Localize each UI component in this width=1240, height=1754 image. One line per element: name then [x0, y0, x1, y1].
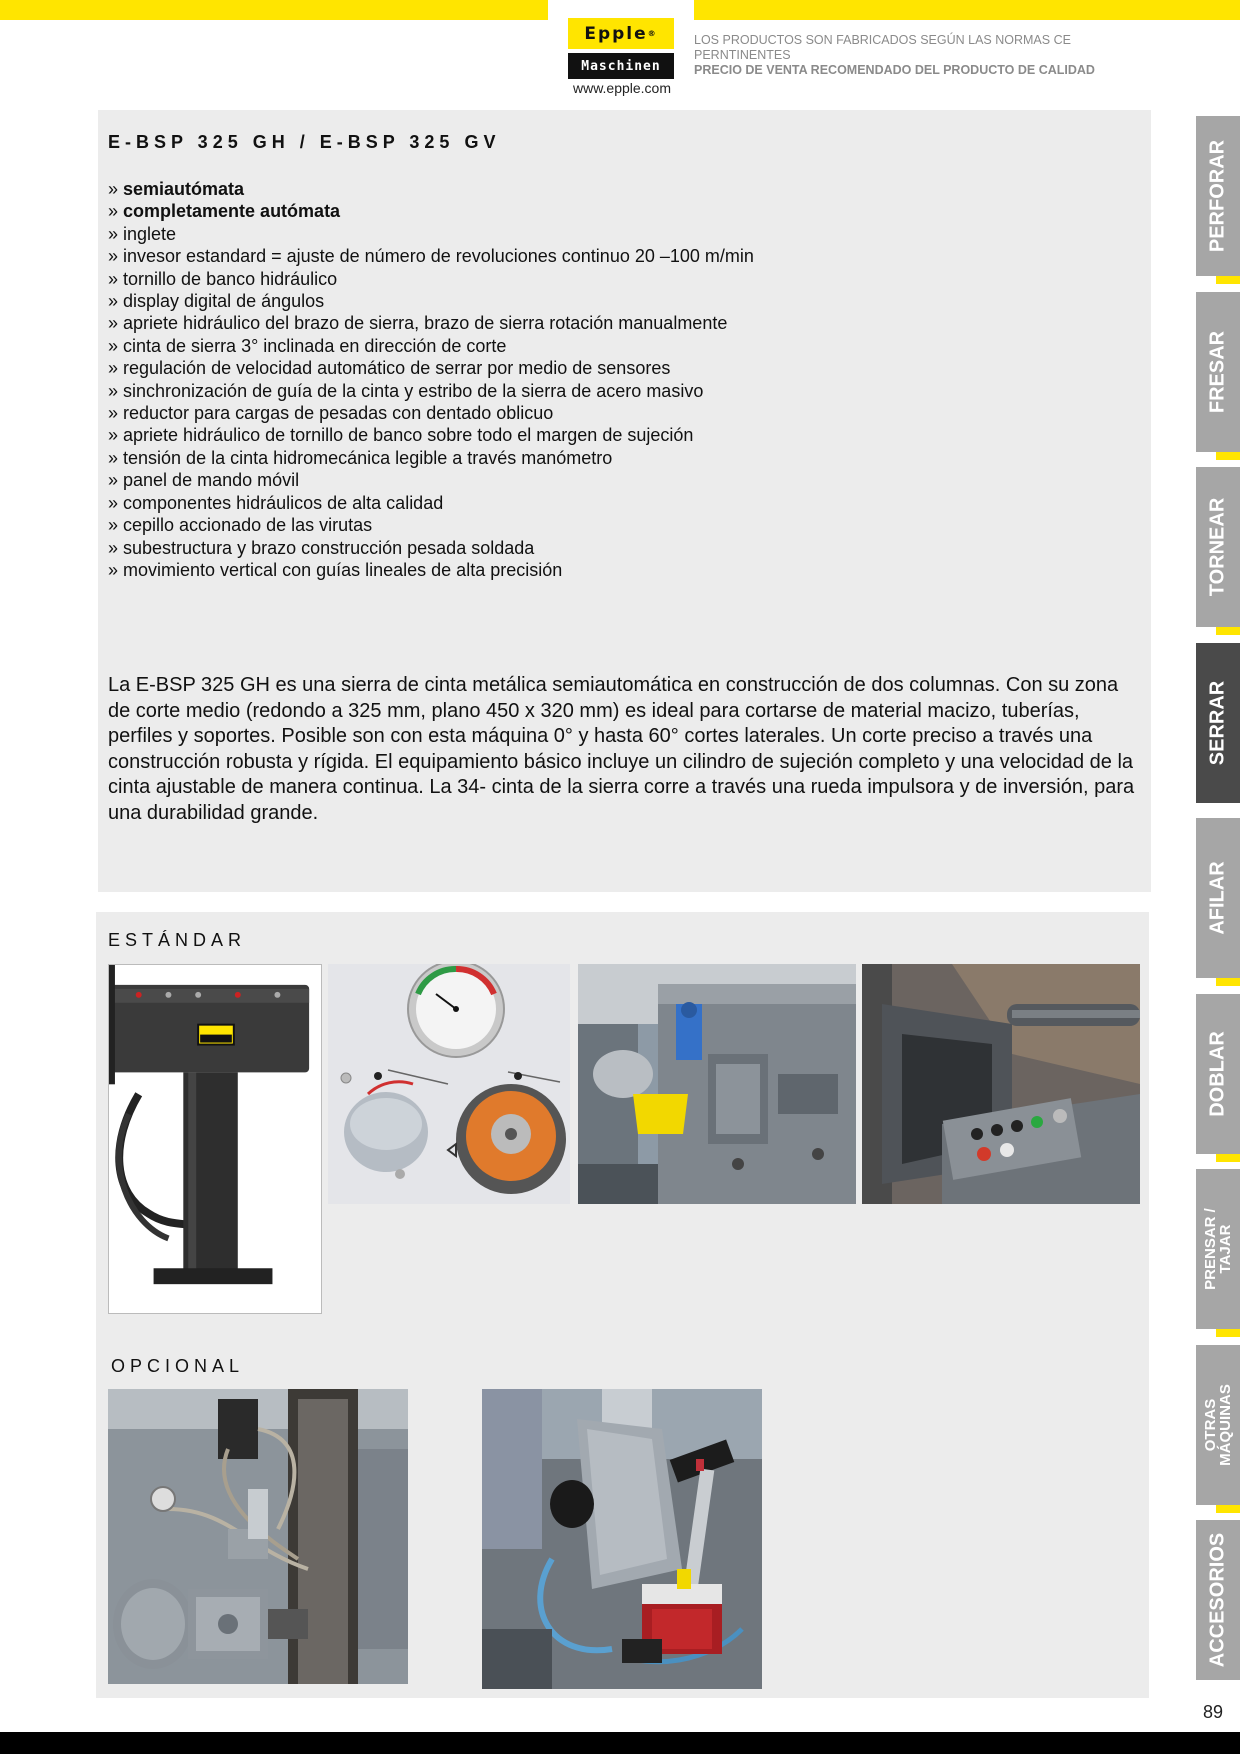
tab-tornear[interactable]: [1196, 467, 1240, 627]
logo-sub: Maschinen: [581, 58, 661, 74]
feature-item: » cepillo accionado de las virutas: [108, 514, 1008, 536]
feature-item: » apriete hidráulico del brazo de sierra, brazo de sierra rotación manualmente: [108, 312, 1008, 334]
tab-yellow-mark: [1216, 978, 1240, 986]
tab-label: SERRAR: [1206, 680, 1229, 766]
tab-yellow-mark: [1216, 627, 1240, 635]
tab-yellow-mark: [1216, 276, 1240, 284]
logo-brand-box: [568, 18, 674, 49]
top-yellow-bar-left: [0, 0, 548, 20]
top-yellow-bar-right: [694, 0, 1240, 20]
tab-yellow-mark: [1216, 1329, 1240, 1337]
feature-item: » invesor estandard = ajuste de número de revoluciones continuo 20 –100 m/min: [108, 245, 1008, 267]
tab-perforar[interactable]: [1196, 116, 1240, 276]
feature-item: » movimiento vertical con guías lineales de alta precisión: [108, 559, 1008, 581]
feature-list: [108, 178, 1008, 581]
feature-item: » completamente autómata: [108, 200, 1008, 222]
page-number: 89: [1202, 1702, 1224, 1722]
product-description: La E-BSP 325 GH es una sierra de cinta metálica semiautomática en construcción de dos columnas. Con su zona de corte medio (redondo a 325 mm, plano 450 x 320 mm) es ideal para cortarse de material macizo, tuberías, perfiles y soportes. Posible son con esta máquina 0° y hasta 60° cortes laterales. Un corte preciso a través una construcción robusta y rígida. El equipamiento básico incluye un cilindro de sujeción completo y una velocidad de la cinta ajustable de manera continua. La 34- cinta de la sierra corre a través una rueda impulsora y de inversión, para una durabilidad grande.: [108, 674, 1135, 824]
tab-label-line2: TAJAR: [1217, 1224, 1234, 1274]
bottom-black-bar: [0, 1732, 1240, 1754]
tab-accesorios[interactable]: [1196, 1520, 1240, 1680]
tab-label: PERFORAR: [1206, 139, 1229, 253]
feature-item: » cinta de sierra 3° inclinada en dirección de corte: [108, 335, 1008, 357]
feature-item: » semiautómata: [108, 178, 1008, 200]
tab-otras-maquinas[interactable]: [1196, 1345, 1240, 1505]
tab-yellow-mark: [1216, 1154, 1240, 1162]
photo-hydraulic-valves[interactable]: [108, 1389, 408, 1684]
tab-yellow-mark: [1216, 1505, 1240, 1513]
feature-item: » componentes hidráulicos de alta calidad: [108, 492, 1008, 514]
feature-item: » sinchronización de guía de la cinta y estribo de la sierra de acero masivo: [108, 380, 1008, 402]
tab-label: DOBLAR: [1206, 1031, 1229, 1117]
header-note-line2: PERNTINENTES: [694, 48, 791, 62]
tab-doblar[interactable]: [1196, 994, 1240, 1154]
photo-vise-sensor[interactable]: [578, 964, 856, 1204]
product-title: E-BSP 325 GH / E-BSP 325 GV: [108, 132, 501, 152]
tab-afilar[interactable]: [1196, 818, 1240, 978]
feature-item: » reductor para cargas de pesadas con dentado oblicuo: [108, 402, 1008, 424]
tab-label: [1203, 1384, 1233, 1466]
tab-label: TORNEAR: [1206, 497, 1229, 597]
tab-yellow-mark: [1216, 452, 1240, 460]
feature-item: » tornillo de banco hidráulico: [108, 268, 1008, 290]
logo-sub-box: [568, 53, 674, 79]
photo-control-stand[interactable]: [108, 964, 322, 1314]
tab-label: [1203, 1208, 1233, 1290]
logo-reg-mark: ®: [647, 29, 658, 38]
header-note-line3: PRECIO DE VENTA RECOMENDADO DEL PRODUCTO DE CALIDAD: [694, 63, 1095, 77]
photo-motor-lubrication[interactable]: [482, 1389, 762, 1689]
tab-label: AFILAR: [1206, 861, 1229, 935]
feature-item: » panel de mando móvil: [108, 469, 1008, 491]
feature-item: » inglete: [108, 223, 1008, 245]
logo-url[interactable]: www.epple.com: [572, 80, 672, 96]
tab-label: FRESAR: [1206, 330, 1229, 414]
header-note-line1: LOS PRODUCTOS SON FABRICADOS SEGÚN LAS NORMAS CE: [694, 33, 1071, 47]
standard-section-label: ESTÁNDAR: [108, 930, 247, 950]
photo-gauge-knobs[interactable]: [328, 964, 570, 1204]
feature-item: » regulación de velocidad automático de serrar por medio de sensores: [108, 357, 1008, 379]
tab-serrar[interactable]: [1196, 643, 1240, 803]
feature-item: » tensión de la cinta hidromecánica legible a través manómetro: [108, 447, 1008, 469]
photo-machine-bed[interactable]: [862, 964, 1140, 1204]
tab-fresar[interactable]: [1196, 292, 1240, 452]
epple-logo[interactable]: [568, 18, 674, 79]
logo-brand: Epple: [584, 23, 648, 44]
feature-item: » apriete hidráulico de tornillo de banco sobre todo el margen de sujeción: [108, 424, 1008, 446]
optional-section-label: OPCIONAL: [111, 1356, 245, 1376]
tab-label-line1: OTRAS: [1202, 1398, 1219, 1452]
header-note: [694, 33, 1134, 78]
feature-item: » display digital de ángulos: [108, 290, 1008, 312]
tab-label-line2: MÁQUINAS: [1217, 1384, 1234, 1466]
tab-label-line1: PRENSAR /: [1202, 1208, 1219, 1290]
feature-item: » subestructura y brazo construcción pesada soldada: [108, 537, 1008, 559]
tab-prensar-tajar[interactable]: [1196, 1169, 1240, 1329]
tab-label: ACCESORIOS: [1206, 1532, 1229, 1668]
